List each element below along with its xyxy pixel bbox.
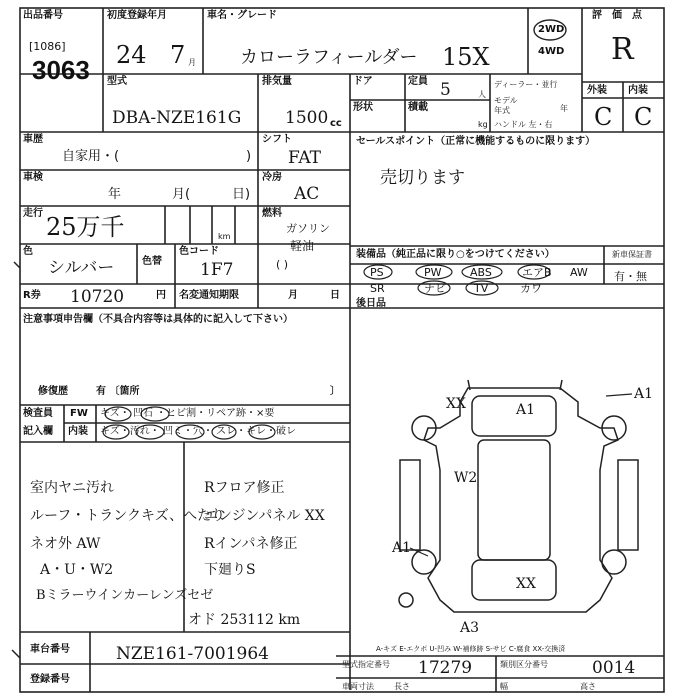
cc-unit: cc — [330, 118, 342, 129]
diagram-mark: W2 — [454, 470, 478, 486]
first-reg-label: 初度登録年月 — [107, 10, 167, 21]
kg-unit: kg — [478, 120, 488, 129]
vehicle-length-label: 車両寸法 — [342, 682, 374, 691]
model-year-label: モデル年式 — [494, 96, 518, 115]
interior-items: キズ・汚れ・ 凹ミ・穴・ スレ・キレ・破レ — [100, 426, 297, 437]
month-unit: 月 — [188, 58, 196, 67]
capacity: 5 — [440, 80, 451, 100]
note-line: ルーフ・トランクキズ、へたり — [30, 508, 226, 524]
diagram-mark: A1 — [634, 386, 654, 402]
new-warranty-label: 新車保証書 — [612, 250, 652, 259]
ac-label: 冷房 — [262, 172, 282, 183]
note-right: 下廻りS — [204, 562, 256, 578]
repair-label: 修復歴 — [38, 386, 68, 397]
history-close: ) — [246, 149, 252, 164]
category-value: 0014 — [592, 658, 636, 678]
score: R — [611, 32, 634, 67]
handle-label: ハンドル 左・右 — [494, 120, 553, 129]
score-label: 評価点 — [592, 10, 652, 21]
length-label: 長さ — [394, 682, 410, 691]
exterior-grade: C — [594, 103, 613, 131]
door-label: ドア — [353, 76, 373, 87]
first-reg-year: 24 — [116, 41, 147, 69]
note-line: 室内ヤニ汚れ — [30, 480, 114, 496]
repair-close: 〕 — [330, 386, 340, 397]
fw-label: FW — [70, 408, 88, 419]
color-change-label: 色替 — [142, 256, 162, 267]
year-unit: 年 — [560, 104, 568, 113]
exterior-label: 外装 — [587, 85, 607, 96]
displacement-label: 排気量 — [262, 76, 292, 87]
lot-sub: [1086] — [29, 40, 66, 53]
height-label: 高さ — [580, 682, 596, 691]
equip-pw: PW — [424, 266, 442, 279]
color-value: シルバー — [48, 258, 115, 278]
equip-abs: ABS — [470, 266, 492, 279]
color-code: 1F7 — [200, 260, 234, 280]
equip-navi: ナビ — [424, 282, 446, 295]
color-label: 色 — [23, 246, 33, 257]
inspection-label: 車検 — [23, 172, 43, 183]
fuel-paren: ( ) — [276, 258, 289, 271]
insp-month: 月( — [172, 187, 191, 202]
entry-label: 記入欄 — [23, 426, 53, 437]
equip-sr: SR — [370, 282, 385, 295]
interior-row-label: 内装 — [68, 426, 88, 437]
odometer-note: オド 253112 km — [188, 612, 301, 628]
diagram-mark: A1 — [516, 402, 536, 418]
name-change-label: 名変通知期限 — [179, 290, 239, 301]
equipment-label: 装備品（純正品に限り○をつけてください） — [356, 249, 555, 260]
equip-airbag: エアB — [522, 266, 552, 279]
chassis-no-label: 車台番号 — [30, 644, 70, 655]
equip-leather: カワ — [520, 282, 542, 295]
interior-label: 内装 — [628, 85, 648, 96]
sales-point-text: 売切ります — [380, 168, 465, 188]
fuel-label: 燃料 — [262, 208, 282, 219]
chassis-no: NZE161-7001964 — [116, 644, 269, 664]
shift-value: FAT — [288, 148, 322, 168]
displacement: 1500 — [285, 108, 329, 128]
history-value: 自家用・( — [62, 149, 120, 164]
rear-seat-label: 後日品 — [356, 298, 386, 309]
recycle-value: 10720 — [70, 287, 125, 307]
model-cert-label: 型式指定番号 — [342, 660, 390, 669]
first-reg-month: 7 — [170, 41, 186, 69]
insp-year: 年 — [108, 187, 122, 202]
width-label: 幅 — [500, 682, 508, 691]
model-grade-label: 車名・グレード — [207, 10, 277, 21]
model-cert-value: 17279 — [418, 658, 473, 678]
reg-no-label: 登録番号 — [30, 674, 70, 685]
fw-items: キズ・ 凹石 ・ヒビ割・リペア跡・×要 — [100, 408, 275, 419]
equip-tv: TV — [474, 282, 489, 295]
grade: 15X — [442, 43, 490, 71]
mileage-label: 走行 — [23, 208, 43, 219]
new-warranty-value: 有・無 — [614, 270, 647, 283]
drive-2wd: 2WD — [538, 24, 565, 35]
history-label: 車歴 — [23, 134, 43, 145]
recycle-label: R券 — [23, 290, 41, 301]
type-label: 型式 — [107, 76, 127, 87]
yen-unit: 円 — [156, 290, 166, 301]
chassis-code: DBA-NZE161G — [112, 108, 242, 128]
interior-grade: C — [634, 103, 653, 131]
name-change-day: 日 — [330, 290, 340, 301]
note-right: エンジンパネル XX — [204, 508, 325, 524]
inspector-label: 検査員 — [23, 408, 53, 419]
lot-label: 出品番号 — [23, 10, 63, 21]
km-unit: km — [218, 232, 231, 241]
lot-number: 3063 — [32, 55, 90, 85]
shift-label: シフト — [262, 134, 292, 145]
note-right: Rインパネ修正 — [204, 536, 298, 552]
sales-point-label: セールスポイント（正常に機能するものに限ります） — [356, 136, 596, 147]
ac-value: AC — [294, 184, 320, 204]
note-line: A・U・W2 — [40, 562, 114, 578]
fuel-diesel: 軽油 — [290, 239, 315, 253]
notes-label: 注意事項申告欄（不具合内容等は具体的に記入して下さい） — [23, 314, 293, 325]
diagram-mark: XX — [446, 396, 466, 412]
capacity-unit: 人 — [478, 90, 486, 99]
capacity-label: 定員 — [408, 76, 428, 87]
diagram-mark: A1 — [392, 540, 412, 556]
diagram-mark: A3 — [460, 620, 480, 636]
insp-day: 日) — [232, 187, 251, 202]
note-line: ネオ外 AW — [30, 536, 101, 552]
note-line: Bミラーウインカーレンズセゼ — [36, 588, 214, 603]
model-name: カローラフィールダー — [240, 47, 418, 68]
category-label: 類別区分番号 — [500, 660, 548, 669]
shape-label: 形状 — [353, 102, 373, 113]
equip-aw: AW — [570, 266, 588, 279]
dealer-label: ディーラー・並行 — [494, 80, 558, 89]
mileage-value: 25万千 — [46, 213, 125, 241]
repair-value: 有 〔箇所 — [96, 386, 140, 397]
note-right: Rフロア修正 — [204, 480, 285, 496]
name-change-month: 月 — [288, 290, 298, 301]
diagram-mark: XX — [516, 576, 536, 592]
legend-text: A-キズ E-エクボ U-凹み W-補修跡 S-サビ C-腐食 XX-交換済 — [376, 645, 566, 653]
drive-4wd: 4WD — [538, 46, 565, 57]
load-label: 積載 — [408, 102, 428, 113]
color-code-label: 色コード — [179, 246, 219, 257]
equip-ps: PS — [370, 266, 384, 279]
fuel-value: ガソリン — [286, 222, 330, 235]
